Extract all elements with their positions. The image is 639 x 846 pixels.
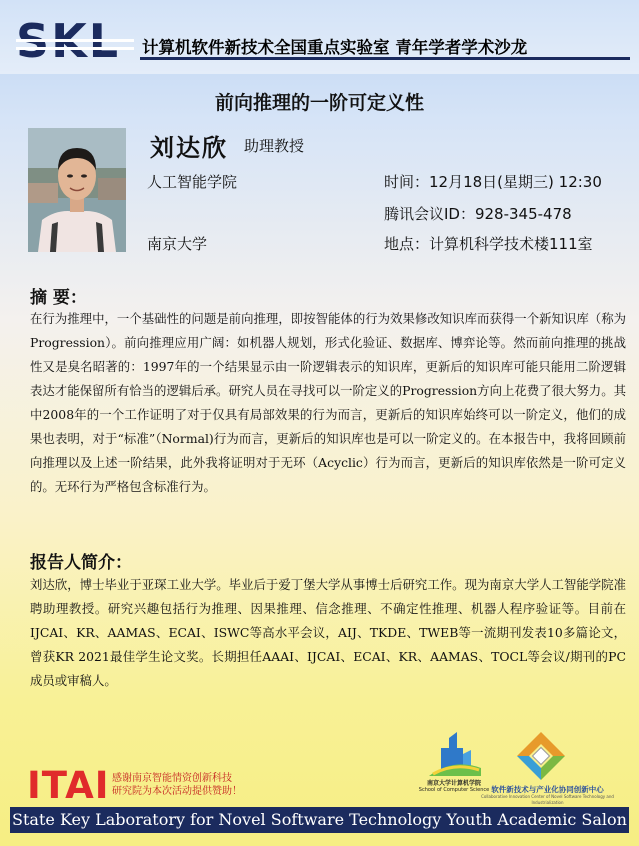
speaker-name: 刘达欣 bbox=[150, 133, 228, 162]
speaker-photo-image bbox=[28, 128, 126, 252]
lab-title: 计算机软件新技术全国重点实验室 青年学者学术沙龙 bbox=[142, 38, 528, 57]
abstract-heading: 摘 要： bbox=[30, 288, 87, 308]
sponsor-line-1: 感谢南京智能情资创新科技 bbox=[112, 773, 232, 784]
bio-text: 刘达欣，博士毕业于亚琛工业大学。毕业后于爱丁堡大学从事博士后研究工作。现为南京大学人工智能学院准聘助理教授。研究兴趣包括行为推理、因果推理、信念推理、不确定性推理、机器人程序验证等。目前在IJCAI、KR、AAMAS、ECAI、ISWC等高水平会议，AIJ、TKDE、TWEB等一流期刊发表10多篇论文，曾获KR 2021最佳学生论文奖。长期担任AAAI、IJCAI、ECAI、KR、AAMAS、TOCL等会议/期刊的PC成员或审稿人。 bbox=[30, 577, 626, 688]
cic-caption bbox=[480, 785, 615, 806]
abstract-text: 在行为推理中，一个基础性的问题是前向推理，即按智能体的行为效果修改知识库而获得一个新知识库（称为Progression）。前向推理应用广阔：如机器人规划，形式化验证、数据库、博弈论等。然而前向推理的挑战性又是臭名昭著的：1997年的一个结果显示由一阶逻辑表示的知识库，更新后的知识库可能只能用二阶逻辑表达才能保留所有恰当的逻辑后承。研究人员在寻找可以一阶定义的Progression方向上花费了很大努力。其中2008年的一个工作证明了对于仅具有局部效果的行为而言，更新后的知识库始终可以一阶定义，他们的成果也表明，对于“标准”（Normal)行为而言，更新后的知识库也是可以一阶定义的。在本报告中，我将回顾前向推理以及上述一阶结果，此外我将证明对于无环（Acyclic）行为而言，更新后的知识库依然是一阶可定义的。无环行为严格包含标准行为。 bbox=[30, 311, 626, 494]
footer-bar bbox=[10, 807, 629, 833]
logo-stripe bbox=[16, 47, 134, 50]
nju-cs-caption-en: School of Computer Science bbox=[418, 787, 490, 793]
cic-caption-cn: 软件新技术与产业化协同创新中心 bbox=[491, 785, 604, 794]
speaker-university: 南京大学 bbox=[147, 235, 208, 253]
sponsor-note bbox=[112, 772, 242, 798]
nju-cs-caption-cn: 南京大学计算机学院 bbox=[426, 780, 481, 787]
footer-text: State Key Laboratory for Novel Software Technology Youth Academic Salon bbox=[12, 810, 627, 829]
itai-logo: ITAI bbox=[27, 764, 110, 807]
cic-logo bbox=[515, 730, 567, 782]
nju-cs-logo-icon bbox=[423, 728, 487, 780]
talk-title: 前向推理的一阶可定义性 bbox=[214, 92, 424, 114]
bio-heading: 报告人简介： bbox=[30, 553, 132, 573]
speaker-school: 人工智能学院 bbox=[147, 173, 238, 191]
event-meeting-id: 腾讯会议ID：928-345-478 bbox=[384, 205, 572, 223]
speaker-title: 助理教授 bbox=[244, 137, 305, 155]
skl-logo bbox=[16, 14, 134, 62]
cic-caption-en: Collaborative Innovation Center of Novel Software Technology and Industrialization bbox=[481, 794, 614, 805]
event-place: 地点：计算机科学技术楼111室 bbox=[384, 235, 593, 253]
logo-stripe bbox=[16, 39, 134, 42]
event-time: 时间：12月18日(星期三) 12:30 bbox=[384, 173, 602, 191]
speaker-photo bbox=[28, 128, 126, 252]
sponsor-line-2: 研究院为本次活动提供赞助！ bbox=[112, 786, 242, 797]
cic-logo-icon bbox=[515, 730, 567, 782]
header-divider bbox=[140, 57, 630, 60]
